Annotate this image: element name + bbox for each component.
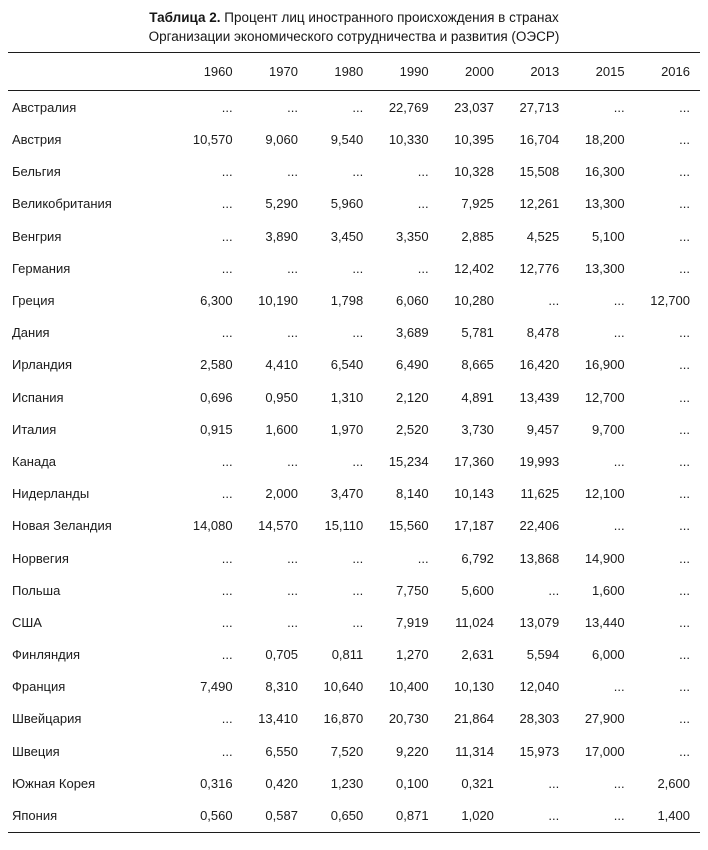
value-cell: ... (679, 614, 690, 630)
value-cell: 1,600 (592, 582, 625, 598)
value-cell: 1,600 (265, 421, 298, 437)
value-cell: 6,540 (330, 357, 364, 373)
value-cell: ... (548, 582, 560, 598)
country-cell: Испания (12, 389, 64, 405)
value-cell: ... (613, 293, 625, 309)
value-cell: 2,580 (200, 357, 233, 373)
value-cell: ... (613, 453, 625, 469)
value-cell: 0,316 (200, 775, 233, 791)
value-cell: 6,550 (265, 743, 298, 759)
value-cell: ... (679, 711, 690, 727)
value-cell: 1,970 (330, 421, 364, 437)
value-cell: ... (221, 486, 233, 502)
value-cell: 0,696 (200, 389, 233, 405)
value-cell: 15,508 (519, 164, 560, 180)
table-row (8, 735, 700, 767)
value-cell: 1,798 (330, 293, 364, 309)
value-cell: 23,037 (454, 99, 494, 115)
value-cell: ... (417, 196, 429, 212)
value-cell: 6,490 (396, 357, 429, 373)
value-cell: ... (352, 260, 364, 276)
value-cell: 10,130 (454, 679, 494, 695)
value-cell: 3,450 (330, 228, 364, 244)
table-row (8, 703, 700, 735)
country-cell: Греция (12, 293, 55, 309)
value-cell: 0,420 (265, 775, 298, 791)
country-cell: Ирландия (12, 357, 73, 373)
value-cell: 20,730 (388, 711, 429, 727)
year-header: 1960 (203, 64, 233, 80)
value-cell: 6,300 (200, 293, 233, 309)
value-cell: ... (221, 228, 233, 244)
value-cell: 10,400 (388, 679, 429, 695)
value-cell: 18,200 (584, 132, 625, 148)
table-row (8, 156, 700, 188)
value-cell: 1,270 (396, 647, 429, 663)
value-cell: ... (352, 453, 364, 469)
value-cell: 27,900 (584, 711, 625, 727)
year-header: 2000 (465, 64, 494, 80)
country-cell: Норвегия (12, 550, 69, 566)
value-cell: 10,395 (454, 132, 494, 148)
table-row (8, 220, 700, 252)
value-cell: ... (679, 550, 690, 566)
table-row (8, 606, 700, 638)
value-cell: ... (679, 99, 690, 115)
value-cell: 6,060 (396, 293, 429, 309)
value-cell: 0,871 (396, 808, 429, 824)
country-cell: Франция (12, 679, 66, 695)
value-cell: ... (679, 389, 690, 405)
value-cell: 13,868 (519, 550, 560, 566)
value-cell: 16,420 (519, 357, 560, 373)
value-cell: ... (613, 808, 625, 824)
value-cell: ... (679, 132, 690, 148)
value-cell: 19,993 (519, 453, 560, 469)
value-cell: ... (548, 808, 560, 824)
value-cell: 16,300 (584, 164, 625, 180)
value-cell: 8,310 (265, 679, 298, 695)
value-cell: ... (679, 679, 690, 695)
country-cell: Дания (12, 325, 50, 341)
value-cell: ... (679, 453, 690, 469)
value-cell: ... (287, 260, 298, 276)
value-cell: 17,000 (584, 743, 625, 759)
value-cell: 16,704 (519, 132, 560, 148)
value-cell: ... (221, 550, 233, 566)
value-cell: ... (352, 550, 364, 566)
table-row (8, 478, 700, 510)
value-cell: ... (679, 164, 690, 180)
table-header (8, 53, 700, 91)
value-cell: ... (613, 518, 625, 534)
value-cell: 1,230 (330, 775, 364, 791)
country-cell: Австрия (12, 132, 62, 148)
value-cell: ... (613, 679, 625, 695)
country-cell: Польша (12, 582, 61, 598)
value-cell: 5,594 (526, 647, 560, 663)
value-cell: ... (613, 325, 625, 341)
value-cell: 1,020 (461, 808, 494, 824)
value-cell: ... (417, 164, 429, 180)
table-title-line2: Организации экономического сотрудничества и развития (ОЭСР) (148, 29, 560, 45)
value-cell: 8,665 (461, 357, 494, 373)
value-cell: ... (221, 196, 233, 212)
value-cell: ... (221, 453, 233, 469)
table-title (8, 6, 700, 52)
value-cell: 4,410 (265, 357, 298, 373)
value-cell: 10,280 (454, 293, 494, 309)
value-cell: 2,885 (461, 228, 494, 244)
country-header-empty (8, 53, 177, 91)
country-cell: Великобритания (12, 196, 112, 212)
year-header: 2015 (595, 64, 625, 80)
table-row (8, 767, 700, 799)
country-cell: Финляндия (12, 647, 81, 663)
value-cell: 13,079 (519, 614, 560, 630)
country-cell: Южная Корея (12, 775, 96, 791)
country-cell: Новая Зеландия (12, 518, 112, 534)
value-cell: 2,000 (265, 486, 298, 502)
value-cell: 5,600 (461, 582, 494, 598)
value-cell: 3,350 (396, 228, 429, 244)
value-cell: 14,900 (584, 550, 625, 566)
value-cell: 0,560 (200, 808, 233, 824)
value-cell: 5,960 (330, 196, 364, 212)
value-cell: 22,769 (388, 99, 429, 115)
table-row (8, 188, 700, 220)
value-cell: ... (287, 164, 298, 180)
value-cell: 10,640 (323, 679, 364, 695)
value-cell: 3,890 (265, 228, 298, 244)
value-cell: 27,713 (519, 99, 560, 115)
value-cell: 10,330 (388, 132, 429, 148)
value-cell: 2,631 (461, 647, 494, 663)
country-cell: Швеция (12, 743, 60, 759)
value-cell: 17,187 (454, 518, 494, 534)
country-cell: Австралия (12, 99, 77, 115)
value-cell: 13,410 (258, 711, 298, 727)
value-cell: 13,300 (584, 196, 625, 212)
value-cell: ... (221, 325, 233, 341)
value-cell: ... (679, 196, 690, 212)
value-cell: 13,440 (584, 614, 625, 630)
value-cell: 12,402 (454, 260, 494, 276)
country-cell: Швейцария (12, 711, 82, 727)
value-cell: 12,700 (584, 389, 625, 405)
value-cell: ... (221, 743, 233, 759)
table-row (8, 317, 700, 349)
table-number: Таблица 2. (149, 10, 221, 25)
value-cell: ... (221, 164, 233, 180)
value-cell: 7,520 (330, 743, 364, 759)
value-cell: 11,625 (520, 486, 560, 502)
value-cell: ... (417, 260, 429, 276)
value-cell: 0,705 (265, 647, 298, 663)
value-cell: 11,024 (455, 614, 494, 630)
value-cell: 7,925 (461, 196, 494, 212)
value-cell: 14,080 (192, 518, 233, 534)
value-cell: 15,560 (388, 518, 429, 534)
value-cell: 0,811 (331, 647, 364, 663)
value-cell: 2,120 (396, 389, 429, 405)
value-cell: ... (548, 293, 560, 309)
table-row (8, 671, 700, 703)
table-row (8, 639, 700, 671)
value-cell: ... (221, 647, 233, 663)
value-cell: 15,973 (519, 743, 560, 759)
value-cell: ... (679, 647, 690, 663)
value-cell: 3,470 (330, 486, 364, 502)
value-cell: 13,300 (584, 260, 625, 276)
year-header: 1980 (334, 64, 364, 80)
value-cell: 6,000 (592, 647, 625, 663)
value-cell: 6,792 (461, 550, 494, 566)
value-cell: 4,891 (461, 389, 494, 405)
value-cell: ... (287, 614, 298, 630)
year-header: 1970 (269, 64, 298, 80)
table-row (8, 542, 700, 574)
value-cell: ... (221, 614, 233, 630)
value-cell: 12,700 (650, 293, 690, 309)
value-cell: 7,490 (200, 679, 233, 695)
value-cell: 17,360 (454, 453, 494, 469)
value-cell: ... (613, 99, 625, 115)
value-cell: 0,915 (200, 421, 233, 437)
value-cell: ... (221, 582, 233, 598)
value-cell: ... (352, 325, 364, 341)
value-cell: 7,919 (396, 614, 429, 630)
value-cell: ... (679, 518, 690, 534)
value-cell: 12,040 (519, 679, 560, 695)
value-cell: ... (679, 325, 690, 341)
table-row (8, 413, 700, 445)
value-cell: 1,310 (330, 389, 364, 405)
header-row (8, 53, 700, 91)
value-cell: 5,100 (592, 228, 625, 244)
year-header: 1990 (399, 64, 429, 80)
table-title-text: Процент лиц иностранного происхождения в странах (224, 10, 559, 25)
value-cell: 16,870 (323, 711, 364, 727)
value-cell: 7,750 (396, 582, 429, 598)
value-cell: 3,689 (396, 325, 429, 341)
value-cell: ... (679, 421, 690, 437)
value-cell: 0,321 (461, 775, 494, 791)
value-cell: ... (287, 99, 298, 115)
value-cell: ... (287, 582, 298, 598)
value-cell: 10,570 (192, 132, 233, 148)
value-cell: 10,190 (258, 293, 298, 309)
value-cell: 22,406 (519, 518, 560, 534)
table-row (8, 252, 700, 284)
table-row (8, 799, 700, 832)
table-row (8, 349, 700, 381)
value-cell: ... (679, 260, 690, 276)
value-cell: 12,776 (519, 260, 560, 276)
value-cell: ... (679, 228, 690, 244)
country-cell: Бельгия (12, 164, 61, 180)
value-cell: 12,100 (584, 486, 625, 502)
value-cell: 15,110 (324, 518, 364, 534)
table-row (8, 284, 700, 316)
value-cell: ... (679, 582, 690, 598)
value-cell: 0,650 (330, 808, 364, 824)
value-cell: 1,400 (657, 808, 690, 824)
table-row (8, 124, 700, 156)
table-body (8, 91, 700, 832)
value-cell: 0,100 (396, 775, 429, 791)
value-cell: 21,864 (454, 711, 494, 727)
value-cell: 9,457 (526, 421, 560, 437)
value-cell: 16,900 (584, 357, 625, 373)
value-cell: 12,261 (519, 196, 560, 212)
value-cell: ... (679, 743, 690, 759)
table-row (8, 510, 700, 542)
value-cell: ... (352, 164, 364, 180)
value-cell: ... (287, 325, 298, 341)
value-cell: ... (221, 99, 233, 115)
table-row (8, 381, 700, 413)
value-cell: 0,950 (265, 389, 298, 405)
value-cell: ... (352, 614, 364, 630)
value-cell: ... (221, 260, 233, 276)
oecd-foreign-origin-table (8, 52, 700, 832)
value-cell: 10,143 (454, 486, 494, 502)
table-row (8, 574, 700, 606)
year-header: 2013 (530, 64, 560, 80)
value-cell: 2,520 (396, 421, 429, 437)
value-cell: 0,587 (265, 808, 298, 824)
value-cell: 14,570 (258, 518, 298, 534)
value-cell: 9,540 (330, 132, 364, 148)
country-cell: Италия (12, 421, 57, 437)
value-cell: 4,525 (526, 228, 560, 244)
country-cell: США (12, 614, 42, 630)
value-cell: ... (679, 486, 690, 502)
value-cell: ... (548, 775, 560, 791)
value-cell: ... (679, 357, 690, 373)
year-header: 2016 (661, 64, 690, 80)
value-cell: ... (613, 775, 625, 791)
value-cell: ... (221, 711, 233, 727)
value-cell: 11,314 (455, 743, 494, 759)
country-cell: Германия (12, 260, 71, 276)
value-cell: 9,700 (592, 421, 625, 437)
value-cell: 3,730 (461, 421, 494, 437)
value-cell: ... (287, 453, 298, 469)
value-cell: 5,781 (461, 325, 494, 341)
value-cell: 9,220 (396, 743, 429, 759)
value-cell: 8,140 (396, 486, 429, 502)
value-cell: 5,290 (265, 196, 298, 212)
value-cell: 2,600 (657, 775, 690, 791)
value-cell: 15,234 (388, 453, 429, 469)
value-cell: 28,303 (519, 711, 560, 727)
value-cell: 9,060 (265, 132, 298, 148)
table-row (8, 445, 700, 477)
value-cell: ... (287, 550, 298, 566)
value-cell: ... (352, 582, 364, 598)
table-row (8, 91, 700, 124)
value-cell: ... (417, 550, 429, 566)
country-cell: Канада (12, 453, 57, 469)
value-cell: 13,439 (519, 389, 560, 405)
value-cell: 10,328 (454, 164, 494, 180)
country-cell: Нидерланды (12, 486, 90, 502)
value-cell: 8,478 (526, 325, 560, 341)
country-cell: Венгрия (12, 228, 62, 244)
value-cell: ... (352, 99, 364, 115)
country-cell: Япония (12, 808, 58, 824)
